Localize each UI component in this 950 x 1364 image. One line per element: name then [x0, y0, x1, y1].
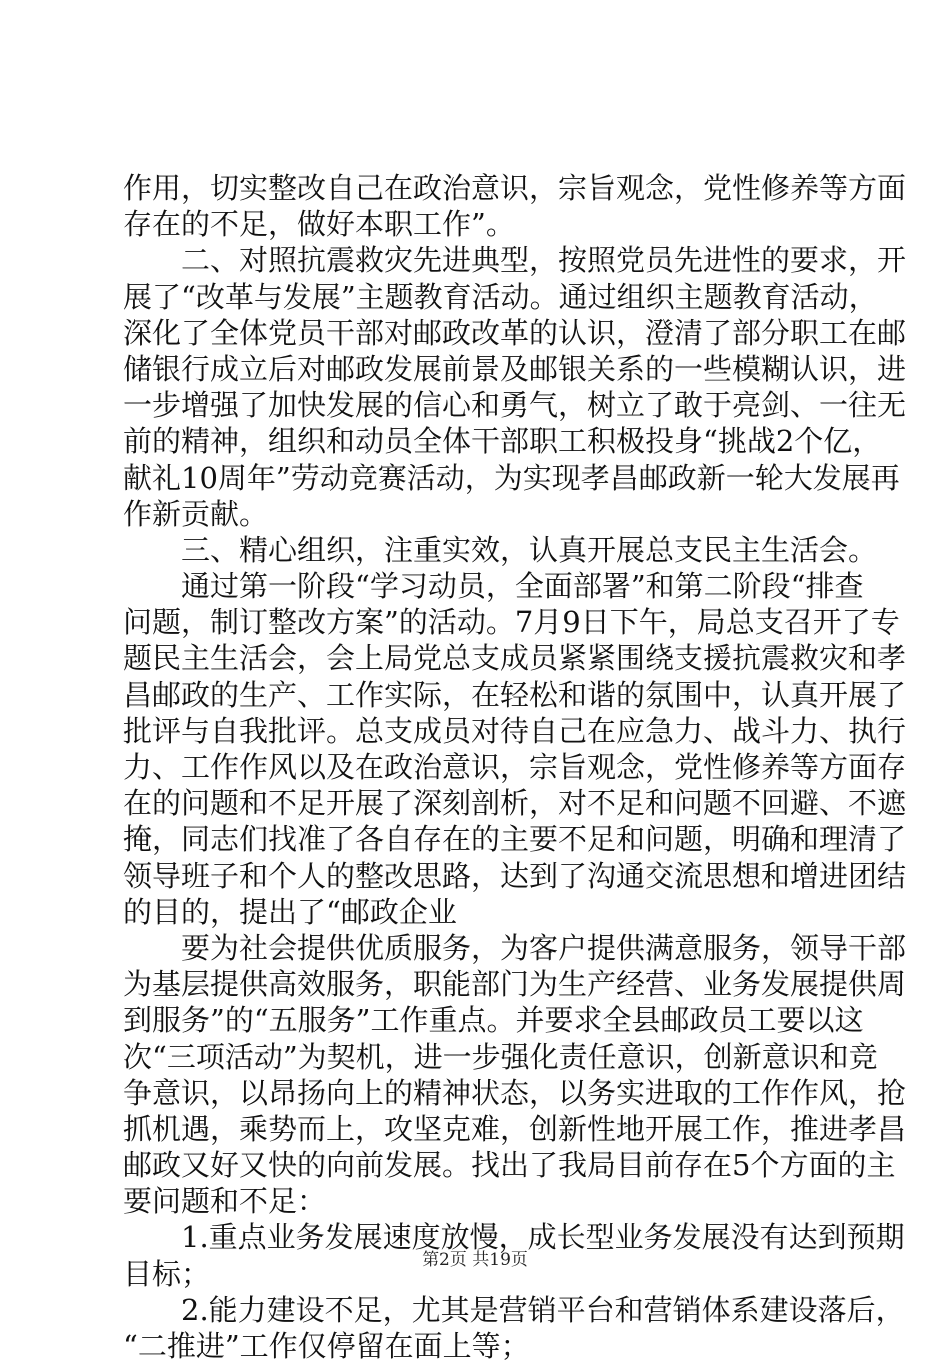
text-line: 目标；: [123, 1256, 211, 1291]
text-line: 前的精神，组织和动员全体干部职工积极投身“挑战2个亿，: [123, 424, 882, 459]
text-line: 争意识，以昂扬向上的精神状态，以务实进取的工作作风，抢: [123, 1075, 907, 1110]
text-line: 作新贡献。: [123, 496, 269, 531]
text-line: 要为社会提供优质服务，为客户提供满意服务，领导干部: [181, 930, 907, 965]
text-line: 作用，切实整改自己在政治意识，宗旨观念，党性修养等方面: [123, 171, 907, 205]
text-line: 问题，制订整改方案”的活动。7月9日下午，局总支召开了专: [123, 605, 900, 640]
text-line: 存在的不足，做好本职工作”。: [123, 207, 515, 242]
text-line: 到服务”的“五服务”工作重点。并要求全县邮政员工要以这: [123, 1003, 864, 1038]
text-line: 一步增强了加快发展的信心和勇气，树立了敢于亮剑、一往无: [123, 388, 907, 423]
text-line: 掩，同志们找准了各自存在的主要不足和问题，明确和理清了: [123, 822, 907, 857]
text-line: 三、精心组织，注重实效，认真开展总支民主生活会。: [181, 532, 878, 567]
text-line: 次“三项活动”为契机，进一步强化责任意识，创新意识和竞: [123, 1039, 878, 1074]
text-line: 通过第一阶段“学习动员，全面部署”和第二阶段“排查: [181, 569, 864, 604]
text-line: 在的问题和不足开展了深刻剖析，对不足和问题不回避、不遮: [123, 786, 907, 821]
text-line: 二、对照抗震救灾先进典型，按照党员先进性的要求，开: [181, 243, 907, 278]
text-line: 批评与自我批评。总支成员对待自己在应急力、战斗力、执行: [123, 713, 907, 748]
text-line: 题民主生活会，会上局党总支成员紧紧围绕支援抗震救灾和孝: [123, 641, 907, 676]
text-line: 1.重点业务发展速度放慢，成长型业务发展没有达到预期: [181, 1220, 905, 1255]
text-line: 的目的，提出了“邮政企业: [123, 894, 457, 929]
text-line: 献礼10周年”劳动竞赛活动，为实现孝昌邮政新一轮大发展再: [123, 460, 900, 495]
text-line: 2.能力建设不足，尤其是营销平台和营销体系建设落后，: [181, 1292, 905, 1327]
text-line: 展了“改革与发展”主题教育活动。通过组织主题教育活动，: [123, 279, 878, 314]
text-line: 力、工作作风以及在政治意识，宗旨观念，党性修养等方面存: [123, 750, 907, 784]
document-body: [123, 170, 907, 1364]
text-line: 深化了全体党员干部对邮政改革的认识，澄清了部分职工在邮: [123, 315, 907, 350]
text-line: 储银行成立后对邮政发展前景及邮银关系的一些模糊认识，进: [123, 351, 907, 386]
text-line: 昌邮政的生产、工作实际，在轻松和谐的氛围中，认真开展了: [123, 677, 907, 712]
text-line: 邮政又好又快的向前发展。找出了我局目前存在5个方面的主: [123, 1148, 896, 1183]
page-number-footer: 第2页 共19页: [422, 1250, 528, 1270]
text-line: 领导班子和个人的整改思路，达到了沟通交流思想和增进团结: [123, 858, 907, 893]
text-line: 为基层提供高效服务，职能部门为生产经营、业务发展提供周: [123, 967, 907, 1002]
text-line: “二推进”工作仅停留在面上等；: [123, 1329, 530, 1363]
text-line: 要问题和不足：: [123, 1184, 327, 1219]
text-line: 抓机遇，乘势而上，攻坚克难，创新性地开展工作，推进孝昌: [123, 1111, 907, 1146]
